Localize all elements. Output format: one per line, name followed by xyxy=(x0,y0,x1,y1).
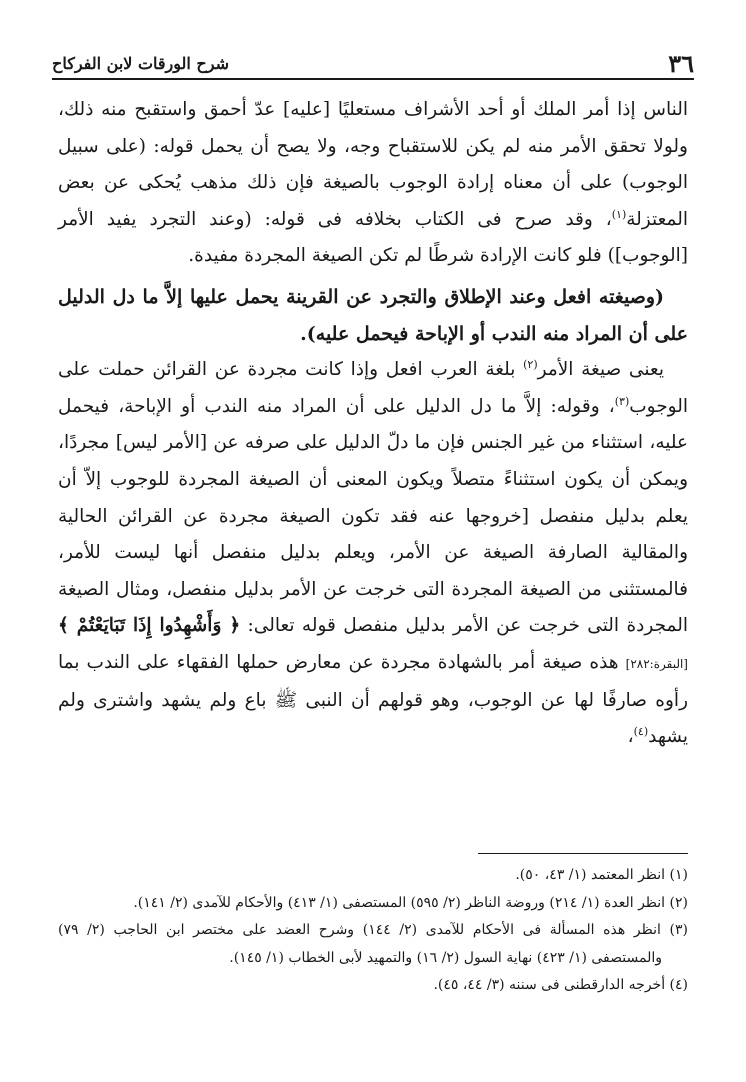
footnotes xyxy=(58,862,688,1000)
paragraph-text: يعنى صيغة الأمر xyxy=(537,359,665,381)
quran-reference: [البقرة:٢٨٢] xyxy=(625,656,688,671)
paragraph-text: هذه صيغة أمر بالشهادة مجردة عن معارض حملها الفقهاء على الندب بما رأوه صارفًا لها عن الوجوب، وهو قولهم أن النبى ﷺ باع ولم يشهد واشترى ولم يشهد xyxy=(58,651,688,748)
running-title: شرح الورقات لابن الفركاح xyxy=(52,54,229,73)
footnote: (٢) انظر العدة (١/ ٢١٤) وروضة الناظر (٢/ ٥٩٥) المستصفى (١/ ٤١٣) والأحكام للآمدى (٢/ ١٤١). xyxy=(133,894,688,911)
paragraph-text: الناس إذا أمر الملك أو أحد الأشراف مستعليًا [عليه] عدّ أحمق واستقبح منه ذلك، ولولا تحقق الأمر منه لم يكن للاستقباح وجه، ولا يصح أن يحمل قوله: (على سبيل الوجوب) على أن معناه إرادة الوجوب بالصيغة فإن ذلك مذهب يُحكى عن بعض المعتزلة xyxy=(58,99,688,230)
paragraph-text: ، وقوله: إلاَّ ما دل الدليل على أن المراد منه الندب أو الإباحة، فيحمل عليه، استثناء من غير الجنس فإن ما دلّ الدليل على صرفه عن [الأمر ليس] مجردًا، ويمكن أن يكون استثناءً متصلاً ويكون المعنى أن الصيغة المجردة للوجوب إلاّ أن يعلم بدليل منفصل [خروجها عنه فقد تكون الصيغة مجردة عن القرائن الحالية والمقالية الصارفة الصيغة عن الأمر، ويعلم بدليل منفصل أنها ليست للأمر، فالمستثنى من الصيغة المجردة التى خرجت عن الأمر بدليل منفصل، ومثال الصيغة المجردة التى خرجت عن الأمر بدليل منفصل قوله تعالى: xyxy=(58,395,688,637)
paragraph-text: ، xyxy=(627,726,634,748)
footnote-ref: (٤) xyxy=(633,724,649,738)
page-number: ٣٦ xyxy=(668,49,694,78)
footnote: (٤) أخرجه الدارقطنى فى سننه (٣/ ٤٤، ٤٥). xyxy=(433,977,688,993)
paragraph-text: ، وقد صرح فى الكتاب بخلافه فى قوله: (وعند التجرد يفيد الأمر [الوجوب]) فلو كانت الإرادة شرطًا لم تكن الصيغة المجردة مفيدة. xyxy=(58,208,688,267)
paragraph-text: بلغة العرب افعل وإذا كانت مجردة عن القرائن حملت على الوجوب xyxy=(58,359,688,417)
footnote-ref: (٢) xyxy=(523,358,538,371)
main-text xyxy=(58,92,688,756)
footnote: (٣) انظر هذه المسألة فى الأحكام للآمدى (٢/ ١٤٤) وشرح العضد على مختصر ابن الحاجب (٢/ ٧٩) والمستصفى (١/ ٤٢٣) نهاية السول (٢/ ١٦) والتمهيد لأبى الخطاب (١/ ١٤٥). xyxy=(58,922,688,966)
footnote-ref: (١) xyxy=(611,207,627,221)
footnote-ref: (٣) xyxy=(614,394,630,408)
matn-paragraph: (وصيغته افعل وعند الإطلاق والتجرد عن القرينة يحمل عليها إلاَّ ما دل الدليل على أن المراد منه الندب أو الإباحة فيحمل عليه). xyxy=(58,285,688,345)
footnote: (١) انظر المعتمد (١/ ٤٣، ٥٠). xyxy=(515,867,688,883)
paragraph xyxy=(58,92,688,275)
quran-verse: ﴿ وَأَشْهِدُوا إِذَا تَبَايَعْتُمْ ﴾ xyxy=(58,615,241,637)
footnote-divider xyxy=(478,853,688,854)
page-header xyxy=(52,48,694,80)
commentary-paragraph xyxy=(58,352,688,756)
